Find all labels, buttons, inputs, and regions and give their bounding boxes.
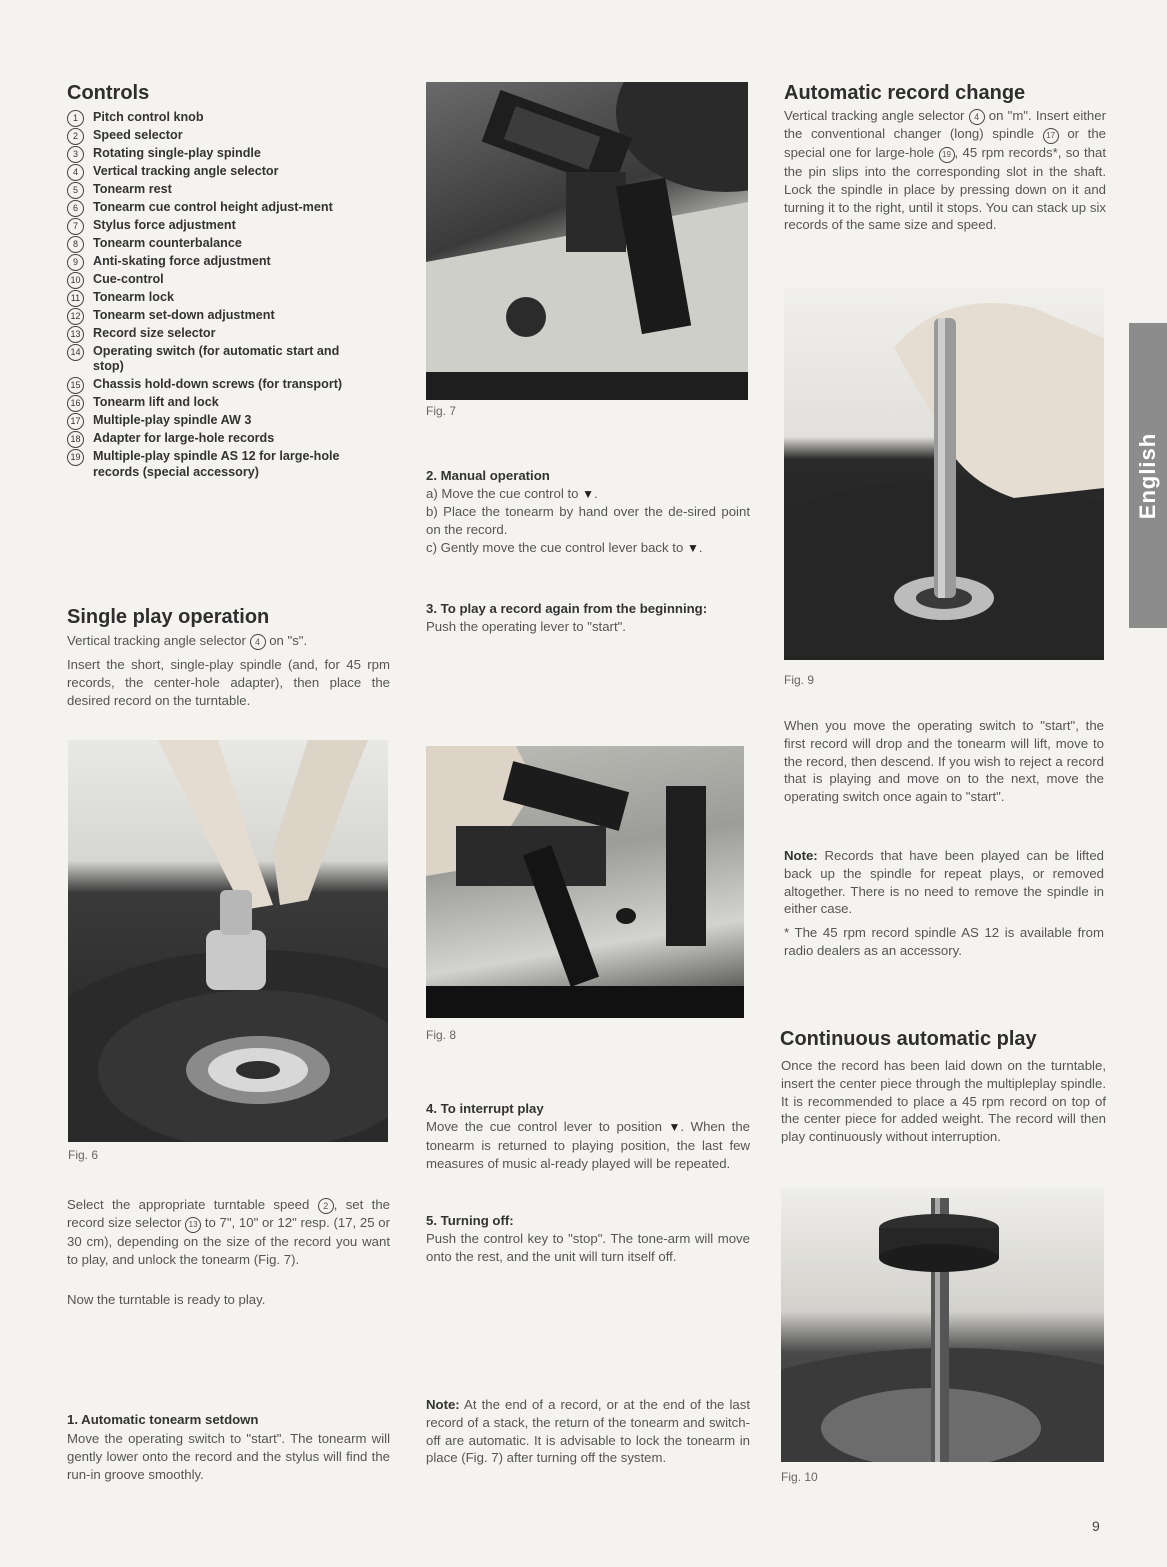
- control-item-number: 18: [67, 431, 84, 448]
- control-item-number: 10: [67, 272, 84, 289]
- control-item-label: Pitch control knob: [93, 110, 204, 124]
- auto-change-post: , 45 rpm records*, so that the pin slips into the corresponding slot in the shaft. Lock the spindle in place by pressing down on it and turning it to the right, until it stops. You can stack up six records of the same size and speed.: [784, 145, 1106, 233]
- control-item-label: Tonearm counterbalance: [93, 235, 242, 250]
- control-item-number: 1: [67, 110, 84, 127]
- fig10-illustration: [781, 1188, 1104, 1462]
- auto-change-mid2: or the special one for large-hole: [784, 126, 1106, 160]
- control-item-number: 14: [67, 344, 84, 361]
- control-item-number: 19: [67, 449, 84, 466]
- control-item: [67, 254, 362, 270]
- auto-change-heading: Automatic record change: [784, 82, 1026, 104]
- control-item-label: Multiple-play spindle AS 12 for large-hole records (special accessory): [93, 449, 340, 479]
- control-item: [67, 182, 362, 198]
- control-item-label: Cue-control: [93, 271, 164, 286]
- control-item-number: 3: [67, 146, 84, 163]
- select-speed-pre: Select the appropriate turntable speed: [67, 1197, 318, 1212]
- control-item-label: Rotating single-play spindle: [93, 145, 261, 160]
- manual-a-pre: a) Move the cue control to: [426, 486, 583, 501]
- cue-lower-icon: ▼: [668, 1120, 681, 1134]
- control-item-number: 17: [67, 413, 84, 430]
- control-item-label: Speed selector: [93, 127, 183, 142]
- cue-lower-icon: ▼: [686, 541, 699, 555]
- control-item-label: Adapter for large-hole records: [93, 431, 275, 446]
- start-text: When you move the operating switch to "start", the first record will drop and the tonearm will lift, move to the record, then descend. If you wish to reject a record that is playing and move on to the next, move the operating switch once again to "start".: [784, 718, 1104, 805]
- control-item-number: 2: [67, 128, 84, 145]
- footnote-text: * The 45 rpm record spindle AS 12 is available from radio dealers as an accessory.: [784, 925, 1104, 958]
- control-item: [67, 344, 362, 375]
- control-item-label: Operating switch (for automatic start and stop): [93, 343, 340, 374]
- manual-b: b) Place the tonearm by hand over the de-sired point on the record.: [426, 504, 750, 537]
- fig6-photo: [68, 740, 388, 1142]
- note-end-body: At the end of a record, or at the end of the last record of a stack, the return of the tonearm and switch-off are automatic. It is advisable to lock the tonearm in place (Fig. 7) after turning off the system.: [426, 1397, 750, 1466]
- control-item-number: 15: [67, 377, 84, 394]
- control-item-label: Stylus force adjustment: [93, 217, 236, 232]
- fig8-illustration: [426, 746, 744, 1018]
- fig10-caption: Fig. 10: [781, 1470, 818, 1484]
- single-play-insert-text: Insert the short, single-play spindle (and, for 45 rpm records, the center-hole adapter), then place the desired record on the turntable.: [67, 657, 390, 708]
- control-item-label: Vertical tracking angle selector: [93, 163, 279, 178]
- control-item-number: 16: [67, 395, 84, 412]
- continuous-heading: Continuous automatic play: [780, 1028, 1037, 1050]
- control-item: [67, 272, 362, 288]
- control-item-number: 13: [67, 326, 84, 343]
- single-play-selector-post: on "s".: [265, 633, 308, 648]
- control-item: [67, 308, 362, 324]
- control-item-label: Tonearm lift and lock: [93, 395, 219, 410]
- control-item-number: 6: [67, 200, 84, 217]
- fig7-photo: [426, 82, 748, 400]
- control-item-label: Tonearm rest: [93, 181, 172, 196]
- single-play-heading: Single play operation: [67, 606, 270, 628]
- auto-change-pre: Vertical tracking angle selector: [784, 108, 969, 123]
- select-speed-text: [67, 1196, 390, 1269]
- ref-num-4: 4: [250, 634, 266, 650]
- control-item: [67, 449, 362, 480]
- control-item: [67, 200, 362, 216]
- continuous-text: Once the record has been laid down on the turntable, insert the center piece through the multipleplay spindle. It is recommended to place a 45 rpm record on top of the center piece for added weight. The record will then play continuously without interruption.: [781, 1058, 1106, 1145]
- control-item: [67, 164, 362, 180]
- note-records-label: Note:: [784, 848, 818, 863]
- control-item-label: Record size selector: [93, 325, 216, 340]
- fig8-caption: Fig. 8: [426, 1028, 457, 1042]
- control-item: [67, 218, 362, 234]
- control-item-label: Tonearm lock: [93, 289, 174, 304]
- interrupt-post: . When the tonearm is returned to playing position, the last few measures of music al-ready played will be repeated.: [426, 1119, 750, 1171]
- control-item-label: Multiple-play spindle AW 3: [93, 413, 252, 428]
- manual-c-post: .: [698, 540, 703, 555]
- control-item-label: Chassis hold-down screws (for transport): [93, 377, 343, 392]
- control-item: [67, 413, 362, 429]
- off-text: Push the control key to "stop". The tone-arm will move onto the rest, and the unit will turn itself off.: [426, 1231, 750, 1264]
- note-records-body: Records that have been played can be lifted back up the spindle for repeat plays, or removed altogether. There is no need to remove the spindle in either case.: [784, 848, 1104, 917]
- single-play-selector-text: [67, 632, 390, 650]
- control-item-label: Anti-skating force adjustment: [93, 253, 271, 268]
- control-item-label: Tonearm set-down adjustment: [93, 307, 275, 322]
- single-play-selector-pre: Vertical tracking angle selector: [67, 633, 250, 648]
- select-speed-mid: , set the record size selector: [67, 1197, 390, 1230]
- manual-c: [426, 539, 750, 558]
- select-speed-post: to 7", 10" or 12" resp. (17, 25 or 30 cm), depending on the size of the record you want to play, and unlock the tonearm (Fig. 7).: [67, 1215, 391, 1267]
- auto-setdown-text: Move the operating switch to "start". The tonearm will gently lower onto the record and the stylus will find the run-in groove smoothly.: [67, 1431, 390, 1482]
- off-title: 5. Turning off:: [426, 1213, 514, 1228]
- control-item: [67, 128, 362, 144]
- control-item-number: 9: [67, 254, 84, 271]
- fig9-illustration: [784, 288, 1104, 660]
- fig7-illustration: [426, 82, 748, 400]
- control-item-number: 11: [67, 290, 84, 307]
- control-item: [67, 110, 362, 126]
- manual-a: [426, 485, 750, 504]
- control-item: [67, 395, 362, 411]
- interrupt-title: 4. To interrupt play: [426, 1101, 544, 1116]
- ref-num-19: 19: [939, 147, 955, 163]
- note-end-text: [426, 1396, 750, 1467]
- control-item: [67, 290, 362, 306]
- fig8-photo: [426, 746, 744, 1018]
- language-tab: [1129, 323, 1167, 628]
- fig7-caption: Fig. 7: [426, 404, 457, 418]
- page-number: 9: [1092, 1518, 1100, 1534]
- control-item: [67, 236, 362, 252]
- fig9-photo: [784, 288, 1104, 660]
- auto-change-mid1: on "m". Insert either the conventional changer (long) spindle: [784, 108, 1106, 141]
- control-item-number: 12: [67, 308, 84, 325]
- controls-list: [67, 110, 362, 483]
- note-records-text: [784, 847, 1104, 918]
- manual-a-post: .: [594, 486, 598, 501]
- control-item-number: 7: [67, 218, 84, 235]
- again-text: Push the operating lever to "start".: [426, 619, 626, 634]
- ref-num-4: 4: [969, 109, 985, 125]
- control-item: [67, 326, 362, 342]
- controls-heading: Controls: [67, 82, 150, 104]
- interrupt-text: [426, 1118, 750, 1172]
- manual-c-pre: c) Gently move the cue control lever back to: [426, 540, 687, 555]
- control-item-number: 5: [67, 182, 84, 199]
- ref-num-13: 13: [185, 1217, 201, 1233]
- interrupt-pre: Move the cue control lever to position: [426, 1119, 669, 1134]
- control-item: [67, 146, 362, 162]
- note-end-label: Note:: [426, 1397, 460, 1412]
- ref-num-2: 2: [318, 1198, 334, 1214]
- auto-setdown-title: 1. Automatic tonearm setdown: [67, 1412, 259, 1427]
- fig6-illustration: [68, 740, 388, 1142]
- fig6-caption: Fig. 6: [68, 1148, 99, 1162]
- again-title: 3. To play a record again from the beginning:: [426, 601, 708, 616]
- language-tab-label: English: [1135, 432, 1160, 519]
- control-item-number: 8: [67, 236, 84, 253]
- auto-change-text: [784, 107, 1106, 234]
- manual-title: 2. Manual operation: [426, 468, 550, 483]
- cue-lower-icon: ▼: [582, 487, 595, 501]
- control-item-number: 4: [67, 164, 84, 181]
- control-item: [67, 377, 362, 393]
- ref-num-17: 17: [1043, 128, 1059, 144]
- control-item-label: Tonearm cue control height adjust-ment: [93, 199, 333, 214]
- control-item: [67, 431, 362, 447]
- ready-text: Now the turntable is ready to play.: [67, 1292, 266, 1307]
- fig9-caption: Fig. 9: [784, 673, 815, 687]
- fig10-photo: [781, 1188, 1104, 1462]
